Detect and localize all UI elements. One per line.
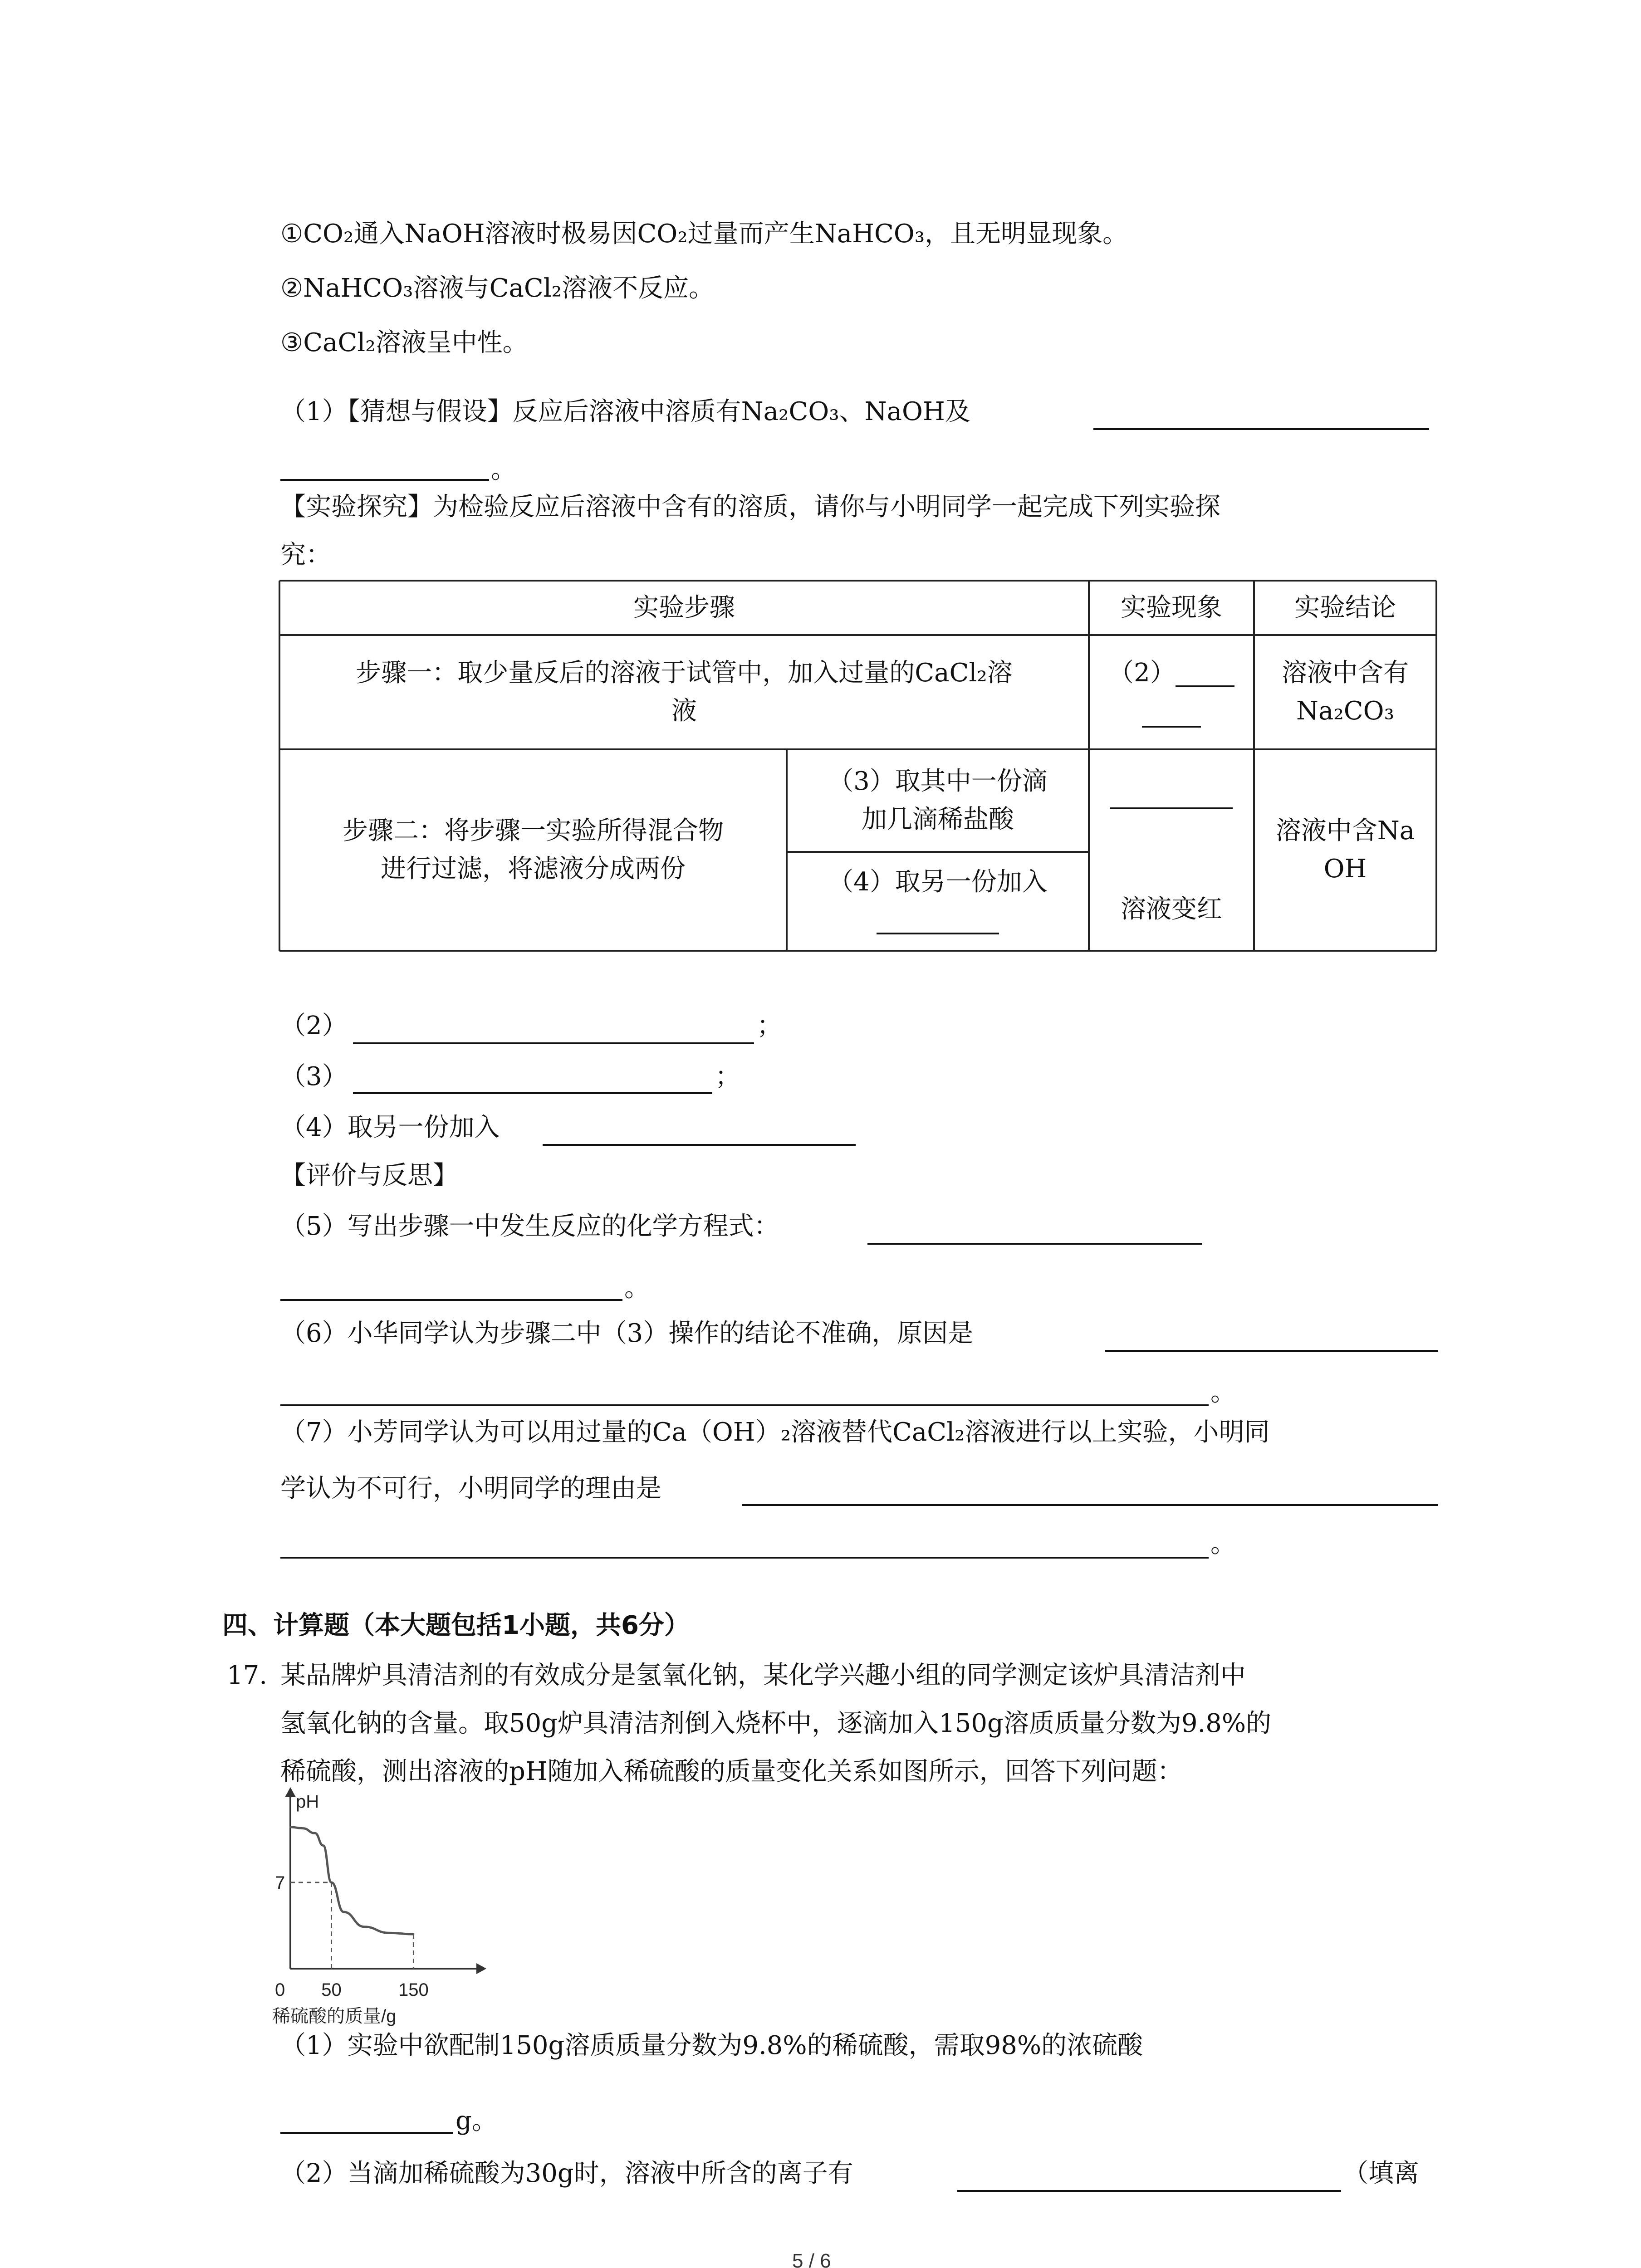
question-7-line-2: 学认为不可行，小明同学的理由是: [280, 1474, 661, 1503]
data-point: [314, 1832, 316, 1834]
data-point: [412, 1933, 414, 1935]
ph-chart: [254, 1787, 544, 2028]
x-tick-label: 150: [398, 1980, 429, 2000]
answer-blank-2[interactable]: [353, 1042, 754, 1044]
step1-description: [279, 635, 1089, 749]
question-1-end: 。: [491, 455, 516, 484]
question-17-line-3: 稀硫酸，测出溶液的pH随加入稀硫酸的质量变化关系如图所示，回答下列问题：: [280, 1757, 1183, 1786]
step1-phenomenon-label: （2）: [1108, 658, 1176, 688]
question-7-end: 。: [1210, 1529, 1236, 1559]
answer-blank-5a[interactable]: [867, 1243, 1202, 1245]
answer-blank-1b[interactable]: [280, 479, 489, 481]
step1-line-2: 液: [671, 696, 697, 726]
data-point: [330, 1882, 332, 1883]
answer-3-end: ；: [715, 1062, 740, 1091]
answer-2-label: （2）: [280, 1011, 348, 1041]
step1-conclusion-line-2: Na₂CO₃: [1296, 696, 1395, 726]
x-tick-label: 50: [321, 1980, 342, 2000]
question-5-text: （5）写出步骤一中发生反应的化学方程式：: [280, 1212, 779, 1241]
step2-sub4-text: （4）取另一份加入: [828, 867, 1048, 897]
question-17-line-2: 氢氧化钠的含量。取50g炉具清洁剂倒入烧杯中，逐滴加入150g溶质质量分数为9.8%的: [280, 1709, 1272, 1738]
y-axis-label: pH: [296, 1792, 319, 1812]
step2-sub4: [787, 852, 1089, 951]
chart-guide-lines: [290, 1882, 413, 1969]
answer-blank-table-2b[interactable]: [1142, 726, 1201, 728]
note-3: ③CaCl₂溶液呈中性。: [280, 328, 528, 357]
answer-2-end: ；: [757, 1011, 782, 1041]
step2-phenomenon-4: 溶液变红: [1121, 894, 1222, 924]
table-header-conclusion: 实验结论: [1294, 593, 1396, 622]
question-17-sub-1-end: g。: [456, 2106, 497, 2136]
page-number: 5 / 6: [792, 2250, 831, 2268]
step2-sub3: [787, 749, 1089, 852]
step2-description: [279, 749, 787, 951]
step1-conclusion: [1254, 635, 1436, 749]
question-6-text: （6）小华同学认为步骤二中（3）操作的结论不准确，原因是: [280, 1319, 974, 1348]
question-6-end: 。: [1210, 1378, 1236, 1407]
answer-blank-table-3[interactable]: [1110, 807, 1233, 809]
note-1: ①CO₂通入NaOH溶液时极易因CO₂过量而产生NaHCO₃，且无明显现象。: [280, 219, 1128, 249]
step2-sub3-line-2: 加几滴稀盐酸: [862, 805, 1014, 834]
y-tick-label: 7: [275, 1873, 285, 1893]
answer-4-label: （4）取另一份加入: [280, 1113, 500, 1142]
answer-blank-6a[interactable]: [1105, 1350, 1438, 1352]
origin-label: 0: [275, 1980, 285, 2000]
explore-intro-line2: 究：: [280, 540, 331, 570]
answer-blank-17-2[interactable]: [957, 2190, 1341, 2192]
answer-3-label: （3）: [280, 1062, 348, 1091]
data-point: [302, 1828, 304, 1829]
answer-blank-7a[interactable]: [742, 1504, 1438, 1506]
data-point: [388, 1932, 390, 1934]
question-17-sub-1: （1）实验中欲配制150g溶质质量分数为9.8%的稀硫酸，需取98%的浓硫酸: [280, 2031, 1143, 2060]
answer-blank-table-2a[interactable]: [1176, 685, 1234, 687]
step2-line-1: 步骤二：将步骤一实验所得混合物: [343, 816, 724, 846]
question-17-sub-2-end: （填离: [1343, 2159, 1419, 2188]
data-point: [289, 1826, 291, 1828]
data-point: [322, 1845, 324, 1847]
step2-conclusion: [1254, 749, 1436, 951]
step2-sub3-line-1: （3）取其中一份滴: [828, 767, 1048, 796]
x-axis-arrow: [476, 1963, 486, 1974]
answer-blank-1a[interactable]: [1093, 428, 1429, 430]
step2-phenomenon-3: [1089, 749, 1254, 852]
question-17-sub-2: （2）当滴加稀硫酸为30g时，溶液中所含的离子有: [280, 2159, 853, 2188]
data-point: [343, 1911, 345, 1913]
chart-points: [289, 1826, 414, 1935]
answer-blank-7b[interactable]: [280, 1557, 1209, 1559]
table-header-phenomenon: 实验现象: [1121, 593, 1222, 622]
note-2: ②NaHCO₃溶液与CaCl₂溶液不反应。: [280, 274, 715, 303]
chart-axes: [285, 1787, 486, 1974]
step2-line-2: 进行过滤，将滤液分成两份: [381, 854, 686, 884]
question-17-line-1: 某品牌炉具清洁剂的有效成分是氢氧化钠，某化学兴趣小组的同学测定该炉具清洁剂中: [280, 1661, 1246, 1690]
section-4-title: 四、计算题（本大题包括1小题，共6分）: [222, 1611, 690, 1640]
answer-blank-5b[interactable]: [280, 1299, 622, 1301]
answer-blank-table-4[interactable]: [877, 933, 999, 934]
x-axis-label: 稀硫酸的质量/g: [272, 2006, 397, 2026]
evaluation-title: 【评价与反思】: [280, 1161, 458, 1190]
ph-curve-line: [290, 1827, 413, 1934]
question-7-line-1: （7）小芳同学认为可以用过量的Ca（OH）₂溶液替代CaCl₂溶液进行以上实验，小明同: [280, 1418, 1270, 1447]
answer-blank-17-1[interactable]: [280, 2132, 453, 2134]
answer-blank-3[interactable]: [353, 1092, 712, 1094]
question-5-end: 。: [624, 1273, 650, 1303]
question-17-number: 17.: [227, 1661, 268, 1690]
data-point: [363, 1926, 365, 1928]
answer-blank-6b[interactable]: [280, 1404, 1209, 1406]
step1-phenomenon: [1089, 635, 1254, 749]
step1-conclusion-line-1: 溶液中含有: [1282, 658, 1409, 688]
step2-conclusion-line-2: OH: [1323, 854, 1367, 884]
answer-blank-4[interactable]: [543, 1144, 856, 1146]
question-1-text: （1）【猜想与假设】反应后溶液中溶质有Na₂CO₃、NaOH及: [280, 397, 970, 426]
y-axis-arrow: [285, 1787, 296, 1797]
step1-line-1: 步骤一：取少量反后的溶液于试管中，加入过量的CaCl₂溶: [356, 658, 1013, 688]
table-header-step: 实验步骤: [633, 593, 735, 622]
step2-conclusion-line-1: 溶液中含Na: [1275, 816, 1415, 846]
explore-intro-line1: 【实验探究】为检验反应后溶液中含有的溶质，请你与小明同学一起完成下列实验探: [280, 492, 1220, 522]
